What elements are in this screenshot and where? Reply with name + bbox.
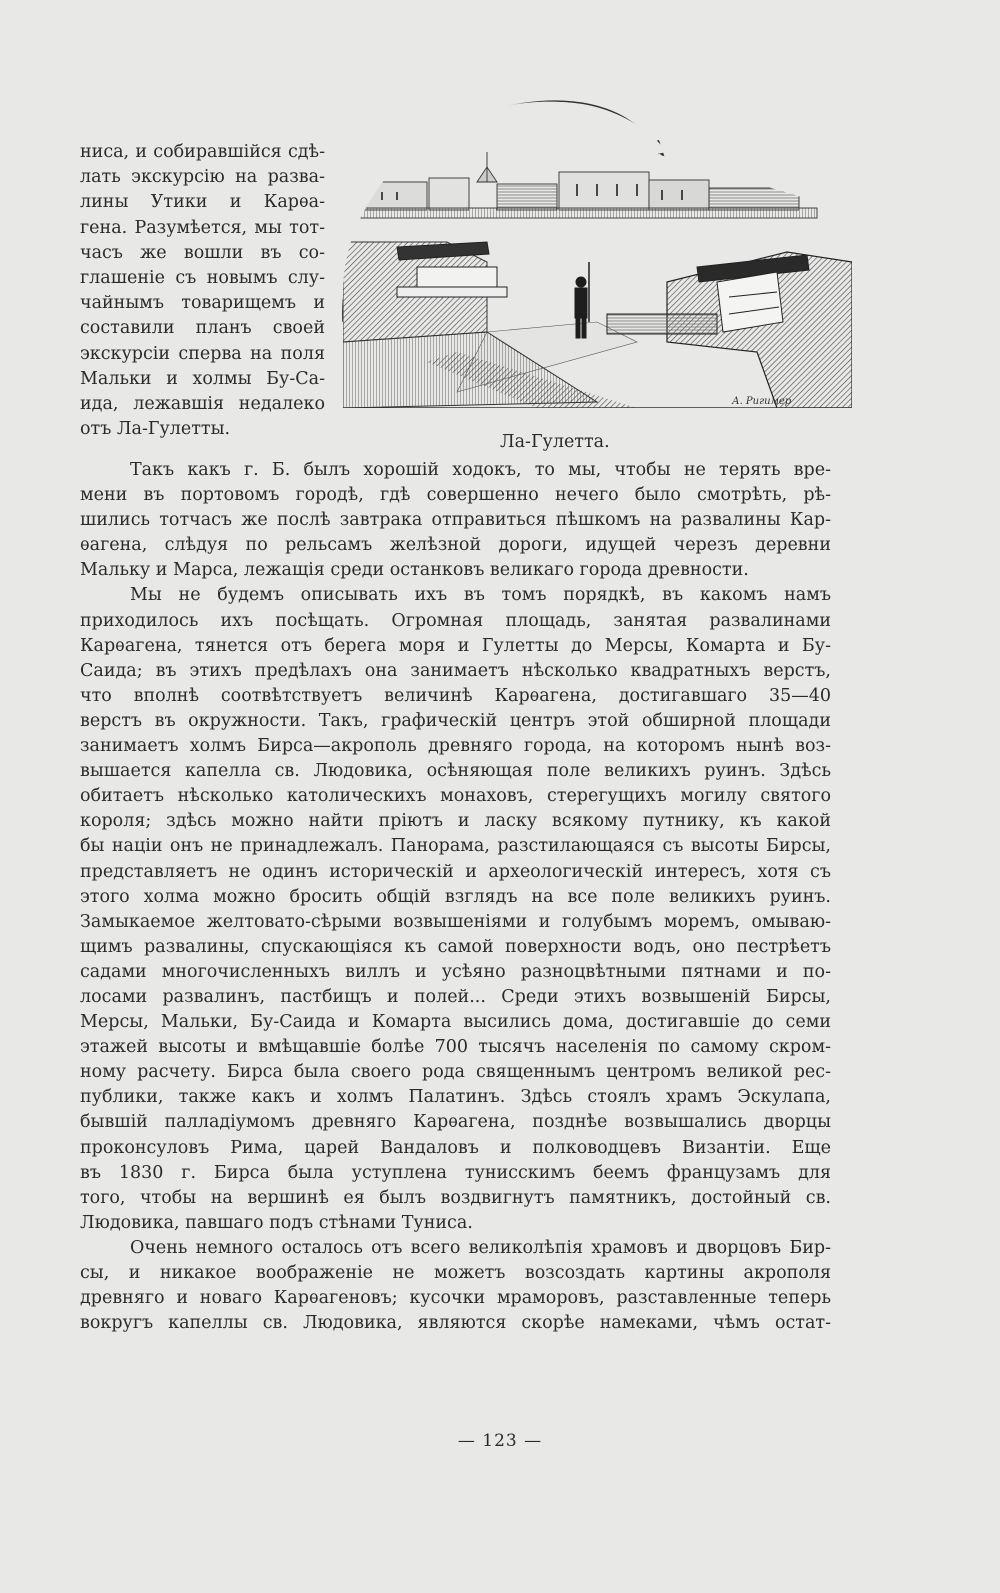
text-line: лины Утики и Карѳа- (80, 192, 325, 213)
text-line: короля; здѣсь можно найти пріютъ и ласку всякому путнику, къ какой (80, 811, 831, 832)
text-line: отъ Ла-Гулетты. (80, 419, 231, 440)
text-line: Мы не будемъ описывать ихъ въ томъ порядкѣ, въ какомъ намъ (130, 585, 831, 606)
text-line: обитаетъ нѣсколько католическихъ монаховъ, стерегущихъ могилу святого (80, 786, 831, 807)
text-line: вокругъ капеллы св. Людовика, являются скорѣе намеками, чѣмъ остат- (80, 1313, 831, 1334)
text-line: гена. Разумѣется, мы тот- (80, 217, 325, 238)
text-line: верстъ въ окружности. Такъ, графическій центръ этой обширной площади (80, 710, 831, 731)
text-line: часъ же вошли въ со- (80, 242, 325, 263)
text-line: щимъ развалины, спускающіяся къ самой поверхности водъ, оно пестрѣетъ (80, 936, 831, 957)
text-line: садами многочисленныхъ виллъ и усѣяно разноцвѣтными пятнами и по- (80, 961, 831, 982)
text-line: экскурсіи сперва на поля (80, 343, 325, 364)
text-line: Мальки и холмы Бу-Са- (80, 368, 325, 389)
text-line: Карѳагена, тянется отъ берега моря и Гулетты до Мерсы, Комарта и Бу- (80, 635, 831, 656)
text-line: ѳагена, слѣдуя по рельсамъ желѣзной дороги, идущей черезъ деревни (80, 535, 831, 556)
text-line: древняго и новаго Карѳагеновъ; кусочки мраморовъ, разставленные теперь (80, 1288, 831, 1309)
text-line: этого холма можно бросить общій взглядъ на все поле великихъ руинъ. (80, 886, 831, 907)
text-line: этажей высоты и вмѣщавшіе болѣе 700 тысячъ населенія по самому скром- (80, 1037, 831, 1058)
text-line: Замыкаемое желтовато-сѣрыми возвышеніями и голубымъ моремъ, омываю- (80, 911, 831, 932)
text-line: Такъ какъ г. Б. былъ хорошій ходокъ, то мы, чтобы не терять вре- (130, 460, 831, 480)
illustration-la-goulette (337, 92, 867, 418)
text-line: Мерсы, Мальки, Бу-Саида и Комарта высились дома, достигавшіе до семи (80, 1012, 831, 1033)
text-line: ному расчету. Бирса была своего рода священнымъ центромъ великой рес- (80, 1062, 831, 1083)
text-line: Людовика, павшаго подъ стѣнами Туниса. (80, 1212, 473, 1233)
text-line: шились тотчасъ же послѣ завтрака отправиться пѣшкомъ на развалины Кар- (80, 510, 831, 531)
text-line: публики, также какъ и холмъ Палатинъ. Здѣсь стоялъ храмъ Эскулапа, (80, 1087, 831, 1108)
text-line: занимаетъ холмъ Бирса—акрополь древняго города, на которомъ нынѣ воз- (80, 736, 831, 757)
text-line: Очень немного осталось отъ всего великолѣпія храмовъ и дворцовъ Бир- (130, 1237, 831, 1258)
text-line: лосами развалинъ, пастбищъ и полей... Среди этихъ возвышеній Бирсы, (80, 986, 831, 1007)
text-line: сы, и никакое воображеніе не можетъ возсоздать картины акрополя (80, 1263, 831, 1283)
text-line: представляетъ не одинъ историческій и археологическій интересъ, хотя съ (80, 861, 831, 882)
text-line: составили планъ своей (80, 318, 325, 339)
text-line: лать экскурсію на разва- (80, 167, 325, 188)
text-line: вышается капелла св. Людовика, осѣняющая поле великихъ руинъ. Здѣсь (80, 761, 831, 782)
text-line: бы націи онъ не принадлежалъ. Панорама, разстилающаяся съ высоты Бирсы, (80, 836, 831, 857)
text-line: бывшій палладіумомъ древняго Карѳагена, позднѣе возвышались дворцы (80, 1112, 831, 1133)
body-text (80, 458, 831, 1336)
text-line: въ 1830 г. Бирса была уступлена тунисскимъ беемъ французамъ для (80, 1162, 831, 1183)
text-line: приходилось ихъ посѣщать. Огромная площадь, занятая развалинами (80, 610, 831, 631)
text-line: проконсуловъ Рима, царей Вандаловъ и полководцевъ Византіи. Еще (80, 1137, 831, 1158)
text-line: мени въ портовомъ городѣ, гдѣ совершенно нечего было смотрѣть, рѣ- (80, 485, 831, 506)
intro-column (80, 140, 325, 442)
engraving-image (337, 92, 867, 418)
text-line: что вполнѣ соотвѣтствуетъ величинѣ Карѳагена, достигавшаго 35—40 (80, 685, 831, 706)
text-line: ниса, и собиравшійся сдѣ- (80, 142, 325, 162)
figure-caption: Ла-Гулетта. (500, 432, 610, 452)
page-number: — 123 — (457, 1431, 543, 1451)
text-line: Мальку и Марса, лежащія среди останковъ великаго города древности. (80, 560, 749, 581)
artist-signature: А. Ригимер (732, 396, 792, 407)
text-line: того, чтобы на вершинѣ ея былъ воздвигнутъ памятникъ, достойный св. (80, 1187, 831, 1208)
text-line: чайнымъ товарищемъ и (80, 293, 325, 314)
text-line: ида, лежавшія недалеко (80, 393, 325, 414)
text-line: Саида; въ этихъ предѣлахъ она занимаетъ нѣсколько квадратныхъ верстъ, (80, 660, 831, 681)
text-line: глашеніе съ новымъ слу- (80, 267, 325, 288)
